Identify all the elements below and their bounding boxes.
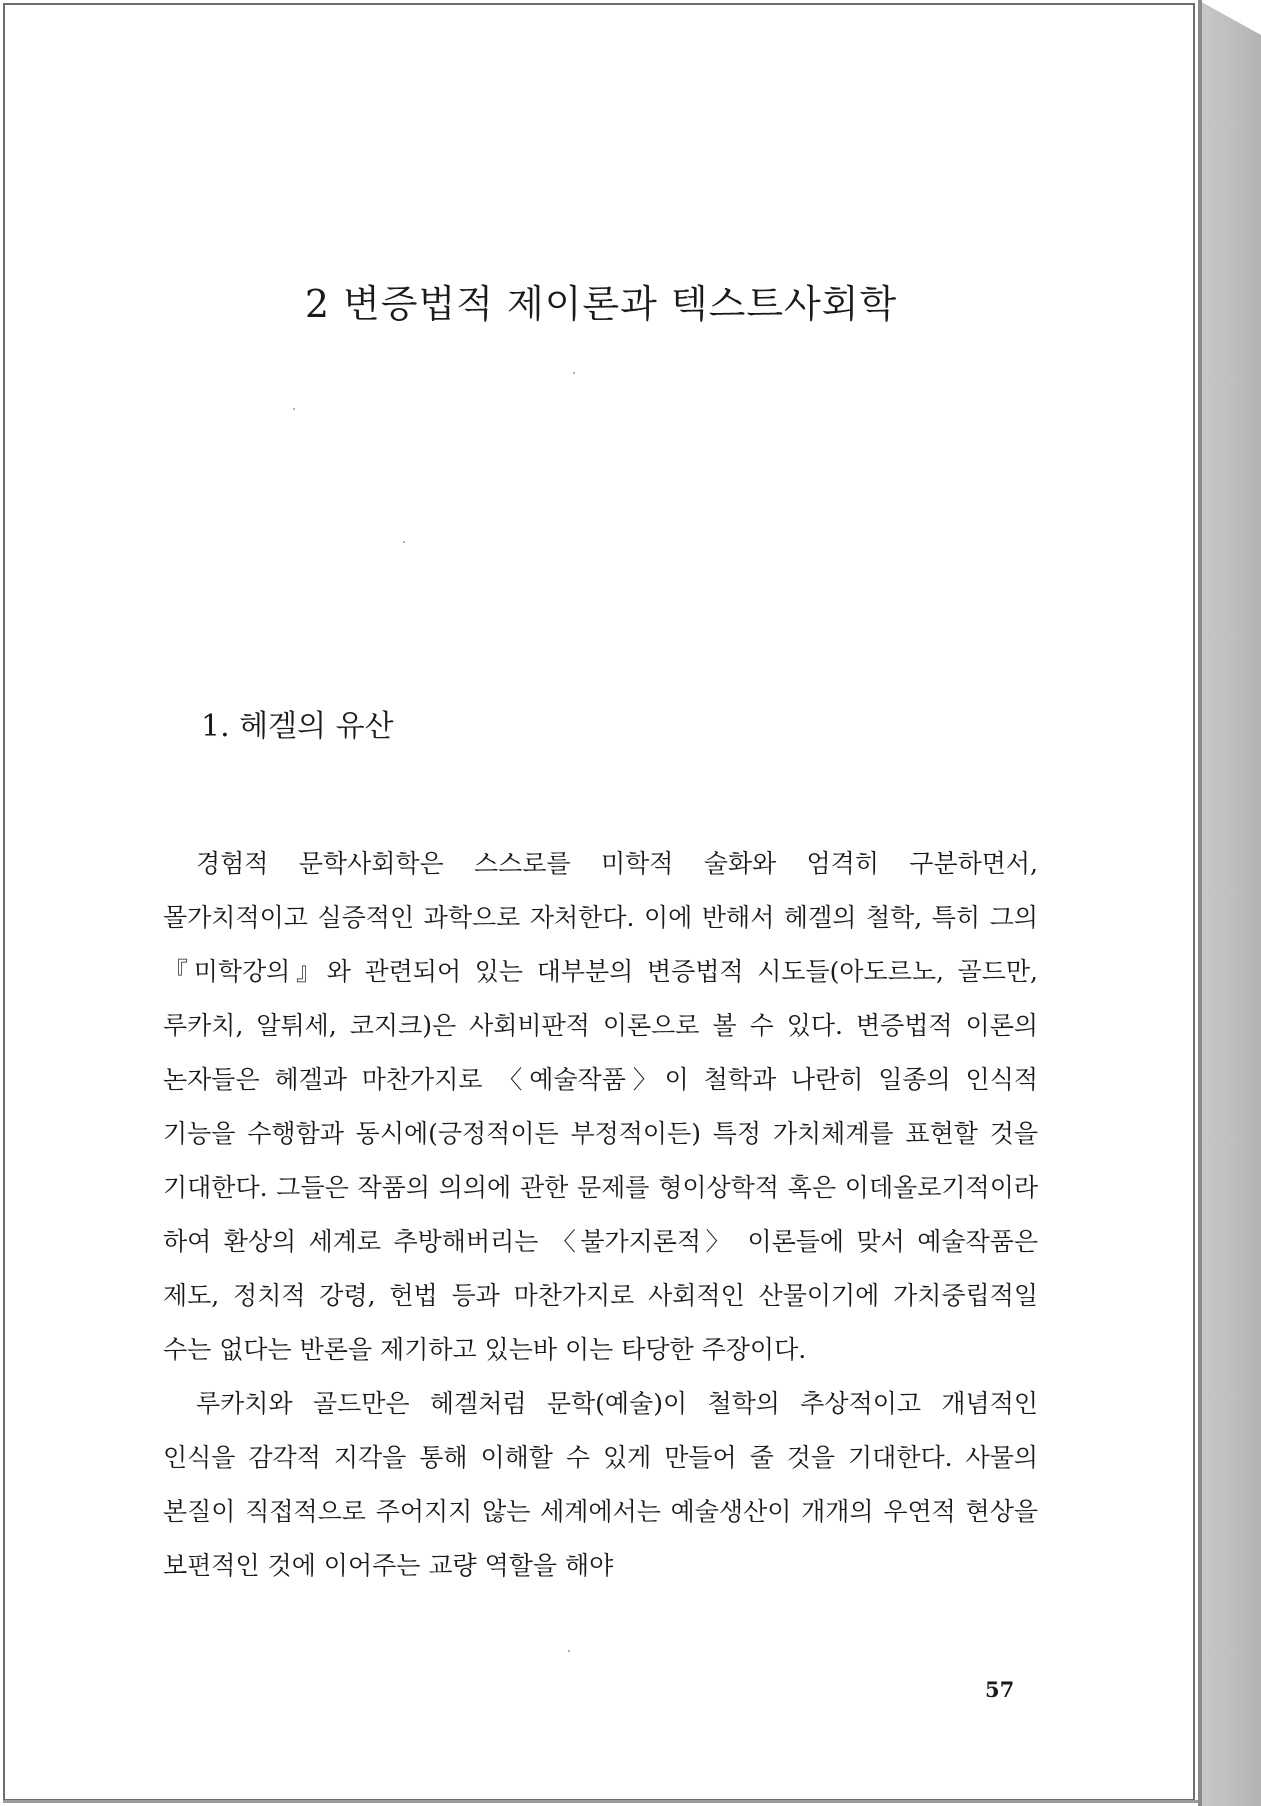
scan-speck <box>293 408 295 410</box>
paragraph: 경험적 문학사회학은 스스로를 미학적 술화와 엄격히 구분하면서, 몰가치적이고 실증적인 과학으로 자처한다. 이에 반해서 헤겔의 철학, 특히 그의 『미학강의』와 관련되어 있는 대부분의 변증법적 시도들(아도르노, 골드만, 루카치, 알튀세, 코지크)은 사회비판적 이론으로 볼 수 있다. 변증법적 이론의 논자들은 헤겔과 마찬가지로 〈예술작품〉이 철학과 나란히 일종의 인식적 기능을 수행함과 동시에(긍정적이든 부정적이든) 특정 가치체계를 표현할 것을 기대한다. 그들은 작품의 의의에 관한 문제를 형이상학적 혹은 이데올로기적이라 하여 환상의 세계로 추방해버리는 〈불가지론적〉 이론들에 맞서 예술작품은 제도, 정치적 강령, 헌법 등과 마찬가지로 사회적인 산물이기에 가치중립적일 수는 없다는 반론을 제기하고 있는바 이는 타당한 주장이다. <box>163 849 1038 1364</box>
page-number: 57 <box>985 1677 1015 1702</box>
scan-speck <box>403 541 405 543</box>
scan-speck <box>573 372 575 374</box>
section-title: 1. 헤겔의 유산 <box>201 709 394 744</box>
book-page <box>3 3 1195 1801</box>
paragraph: 루카치와 골드만은 헤겔처럼 문학(예술)이 철학의 추상적이고 개념적인 인식을 감각적 지각을 통해 이해할 수 있게 만들어 줄 것을 기대한다. 사물의 본질이 직접적으로 주어지지 않는 세계에서는 예술생산이 개개의 우연적 현상을 보편적인 것에 이어주는 교량 역할을 해야 <box>163 1389 1038 1580</box>
book-edge <box>1198 0 1261 1806</box>
page-shadow <box>3 1800 1198 1803</box>
book-edge-shadow <box>1198 0 1202 1806</box>
chapter-title: 2 변증법적 제이론과 텍스트사회학 <box>304 282 898 326</box>
body-text <box>163 837 1038 1593</box>
scan-speck <box>568 1650 570 1652</box>
